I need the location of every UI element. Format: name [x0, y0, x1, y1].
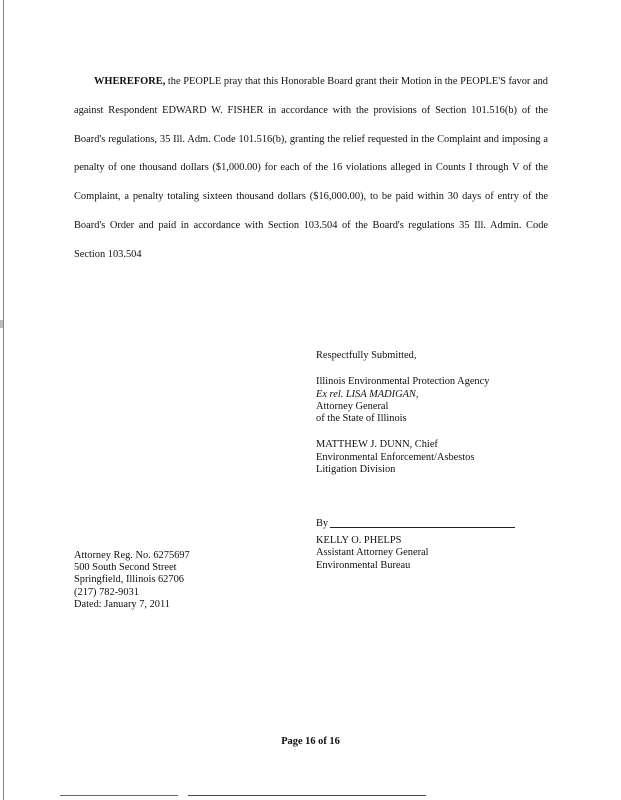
wherefore-heading: WHEREFORE, — [94, 76, 166, 87]
by-label: By — [316, 518, 329, 529]
chief-line: Litigation Division — [316, 464, 396, 476]
page-number: Page 16 of 16 — [281, 736, 340, 747]
signer-bureau: Environmental Bureau — [316, 559, 411, 571]
agency-line-exrel: Ex rel. LISA MADIGAN, — [316, 388, 419, 400]
prayer-paragraph — [74, 68, 548, 270]
signature-block — [316, 350, 556, 476]
bottom-rule-left — [60, 795, 178, 796]
prayer-text: the PEOPLE pray that this Honorable Board grant their Motion in the PEOPLE'S favor and against Respondent EDWARD W. FISHER in accordance with the provisions of Section 101.516(b) of the Board's regulations, 35 Ill. Adm. Code 101.516(b), granting the relief requested in the Complaint and imposing a penalty of one thousand dollars ($1,000.00) for each of the 16 violations alleged in Counts I through V of the Complaint, a penalty totaling sixteen thousand dollars ($16,000.00), to be paid within 30 days of entry of the Board's Order and paid in accordance with Section 103.504 of the Board's regulations 35 Ill. Admin. Code Section 103.504 — [74, 76, 548, 260]
bottom-rule — [188, 795, 426, 796]
phone-number: (217) 782-9031 — [74, 586, 139, 598]
signer-block — [316, 535, 429, 572]
street-address: 500 South Second Street — [74, 562, 177, 574]
attorney-reg-number: Attorney Reg. No. 6275697 — [74, 550, 190, 561]
chief-line: Environmental Enforcement/Asbestos — [316, 451, 475, 463]
agency-line: of the State of Illinois — [316, 413, 407, 425]
agency-line: Attorney General — [316, 400, 389, 412]
closing-line: Respectfully Submitted, — [316, 350, 417, 361]
city-state-zip: Springfield, Illinois 62706 — [74, 574, 184, 586]
chief-line: MATTHEW J. DUNN, Chief — [316, 439, 438, 451]
signer-title: Assistant Attorney General — [316, 547, 429, 559]
signature-line — [330, 527, 515, 528]
attorney-contact-block — [74, 550, 190, 611]
date-line: Dated: January 7, 2011 — [74, 598, 170, 610]
agency-line: Illinois Environmental Protection Agency — [316, 376, 490, 388]
signer-name: KELLY O. PHELPS — [316, 535, 402, 546]
scan-edge-line — [3, 0, 4, 800]
